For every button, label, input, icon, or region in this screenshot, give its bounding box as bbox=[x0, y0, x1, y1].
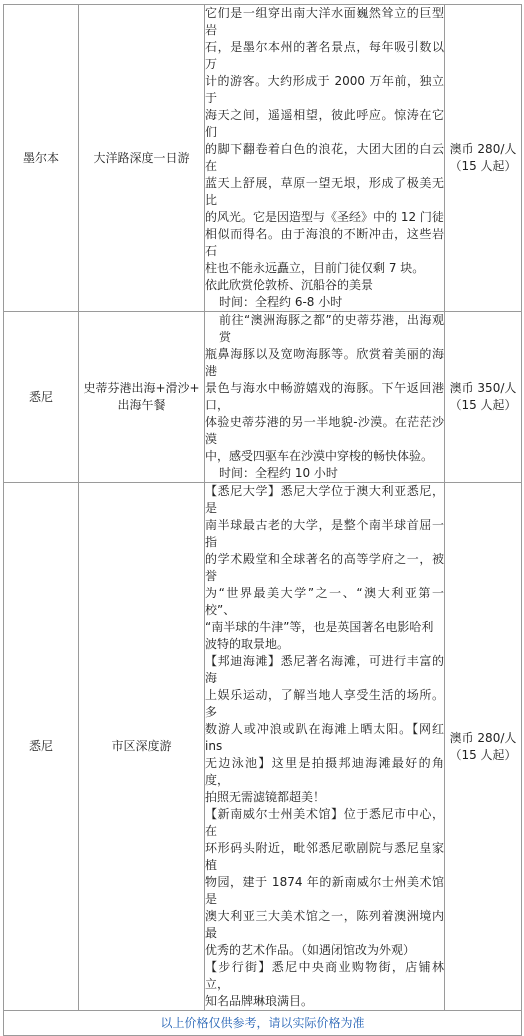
description-line: 【新南威尔士州美术馆】位于悉尼市中心，在 bbox=[205, 807, 444, 838]
description-line: 无边泳池】这里是拍摄邦迪海滩最好的角度， bbox=[205, 756, 444, 787]
description-line: 【悉尼大学】悉尼大学位于澳大利亚悉尼，是 bbox=[205, 484, 444, 515]
route-line: 出海午餐 bbox=[117, 398, 166, 412]
route-line: 史蒂芬港出海+滑沙+ bbox=[83, 381, 200, 395]
price-cell bbox=[445, 5, 522, 312]
tour-price-table bbox=[3, 4, 522, 1036]
description-cell bbox=[205, 483, 445, 1011]
description-line: 上娱乐运动，了解当地人享受生活的场所。多 bbox=[205, 688, 444, 719]
description-line: 为“世界最美大学”之一、“澳大利亚第一校”、 bbox=[205, 586, 444, 617]
description-line: 优秀的艺术作品。（如遇闭馆改为外观） bbox=[205, 943, 416, 957]
city-cell: 悉尼 bbox=[4, 312, 79, 483]
duration-text: 时间：全程约 10 小时 bbox=[219, 466, 338, 480]
description-line: 景色与海水中畅游嬉戏的海豚。下午返回港口， bbox=[205, 381, 444, 412]
price-amount: 澳币 350/人 bbox=[449, 381, 517, 395]
description-line: 南半球最古老的大学，是整个南半球首屈一指 bbox=[205, 518, 444, 549]
description-line: “南半球的牛津”等，也是英国著名电影哈利 bbox=[205, 620, 434, 634]
description-line: 蓝天上舒展，草原一望无垠，形成了极美无比 bbox=[205, 176, 444, 207]
description-line: 【步行街】悉尼中央商业购物街，店铺林立， bbox=[205, 960, 444, 991]
description-line: 知名品牌琳琅满目。 bbox=[205, 994, 314, 1008]
description-line: 前往“澳洲海豚之都”的史蒂芬港，出海观赏 bbox=[219, 313, 444, 344]
description-line: 数游人或冲浪或趴在海滩上晒太阳。【网红 ins bbox=[205, 722, 444, 753]
description-line: 计的游客。大约形成于 2000 万年前，独立于 bbox=[205, 74, 444, 105]
description-line: 柱也不能永远矗立，目前门徒仅剩 7 块。 bbox=[205, 261, 425, 275]
description-cell bbox=[205, 312, 445, 483]
price-amount: 澳币 280/人 bbox=[449, 730, 517, 745]
description-line: 它们是一组穿出南大洋水面巍然耸立的巨型岩 bbox=[205, 6, 444, 37]
description-line: 环形码头附近，毗邻悉尼歌剧院与悉尼皇家植 bbox=[205, 841, 444, 872]
description-line: 的脚下翻卷着白色的浪花，大团大团的白云在 bbox=[205, 142, 444, 173]
description-line: 物园，建于 1874 年的新南威尔士州美术馆是 bbox=[205, 875, 444, 906]
price-cell bbox=[445, 483, 522, 1011]
description-line: 中，感受四驱车在沙漠中穿梭的畅快体验。 bbox=[205, 449, 434, 463]
table-row bbox=[4, 483, 522, 1011]
route-cell: 市区深度游 bbox=[79, 483, 205, 1011]
city-cell: 墨尔本 bbox=[4, 5, 79, 312]
price-minimum: （15 人起） bbox=[449, 159, 517, 173]
price-minimum: （15 人起） bbox=[449, 398, 517, 412]
description-line: 拍照无需滤镜都超美！ bbox=[205, 790, 326, 804]
description-line: 的风光。它是因造型与《圣经》中的 12 门徒 bbox=[205, 210, 444, 224]
price-minimum: （15 人起） bbox=[449, 747, 517, 762]
price-amount: 澳币 280/人 bbox=[449, 142, 517, 156]
table-row bbox=[4, 312, 522, 483]
description-line: 的学术殿堂和全球著名的高等学府之一，被誉 bbox=[205, 552, 444, 583]
description-cell bbox=[205, 5, 445, 312]
description-line: 瓶鼻海豚以及宽吻海豚等。欣赏着美丽的海港 bbox=[205, 347, 444, 378]
footer-row bbox=[4, 1011, 522, 1036]
route-cell: 大洋路深度一日游 bbox=[79, 5, 205, 312]
description-line: 体验史蒂芬港的另一半地貌-沙漠。在茫茫沙漠 bbox=[205, 415, 444, 446]
description-line: 依此欣赏伦敦桥、沉船谷的美景 bbox=[205, 278, 374, 292]
price-disclaimer: 以上价格仅供参考，请以实际价格为准 bbox=[4, 1011, 522, 1036]
description-line: 石，是墨尔本州的著名景点，每年吸引数以万 bbox=[205, 40, 444, 71]
route-cell bbox=[79, 312, 205, 483]
city-cell: 悉尼 bbox=[4, 483, 79, 1011]
description-line: 澳大利亚三大美术馆之一，陈列着澳洲境内最 bbox=[205, 909, 444, 940]
table-row bbox=[4, 5, 522, 312]
description-line: 【邦迪海滩】悉尼著名海滩，可进行丰富的海 bbox=[205, 654, 444, 685]
duration-text: 时间：全程约 6-8 小时 bbox=[219, 295, 343, 309]
description-line: 波特的取景地。 bbox=[205, 637, 290, 651]
price-cell bbox=[445, 312, 522, 483]
description-line: 相似而得名。由于海浪的不断冲击，这些岩石 bbox=[205, 227, 444, 258]
description-line: 海天之间，遥遥相望，彼此呼应。惊涛在它们 bbox=[205, 108, 444, 139]
